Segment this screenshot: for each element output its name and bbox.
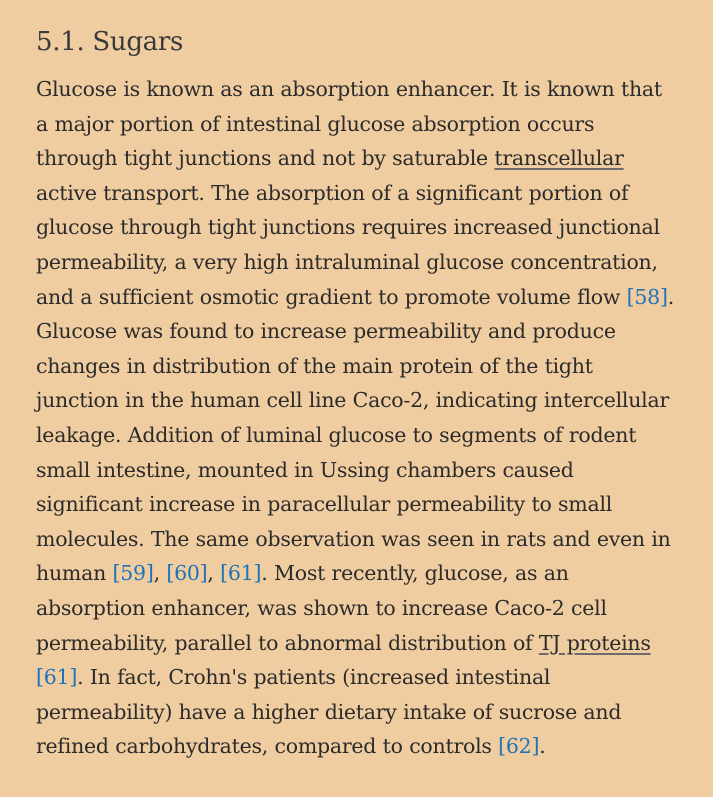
term-link-tj-proteins[interactable]: TJ proteins	[538, 630, 651, 655]
citation-link-61-second[interactable]: [61]	[36, 665, 78, 690]
citation-link-60[interactable]: [60]	[166, 561, 208, 586]
paragraph-text: Glucose is known as an absorption enhancer. It is known that a major portion of intestinal glucose absorption occurs through tight junctions and not by saturable	[36, 77, 662, 171]
paragraph-text: . In fact, Crohn's patients (increased intestinal permeability) have a higher dietary intake of sucrose and refined carbohydrates, compared to controls	[36, 665, 622, 759]
citation-link-61[interactable]: [61]	[220, 561, 262, 586]
paragraph-text: . Glucose was found to increase permeability and produce changes in distribution of the main protein of the tight junction in the human cell line Caco-2, indicating intercellular leakage. Addition of luminal glucose to segments of rodent small intestine, mounted in Ussing chambers caused significant increase in paracellular permeability to small molecules. The same observation was seen in rats and even in human	[36, 284, 675, 586]
citation-separator: ,	[153, 561, 167, 586]
citation-separator: ,	[207, 561, 221, 586]
citation-link-58[interactable]: [58]	[626, 284, 668, 309]
paragraph-text: . Most recently, glucose, as an absorption enhancer, was shown to increase Caco-2 cell permeability, parallel to abnormal distribution of	[36, 561, 607, 655]
section-5-1	[36, 24, 676, 764]
section-paragraph	[36, 72, 676, 764]
paragraph-text: active transport. The absorption of a significant portion of glucose through tight junctions requires increased junctional permeability, a very high intraluminal glucose concentration, and a sufficient osmotic gradient to promote volume flow	[36, 180, 660, 309]
section-heading: 5.1. Sugars	[36, 27, 184, 57]
citation-link-62[interactable]: [62]	[498, 734, 540, 759]
term-link-transcellular[interactable]: transcellular	[494, 146, 624, 171]
citation-link-59[interactable]: [59]	[112, 561, 154, 586]
paragraph-text: .	[539, 734, 546, 759]
